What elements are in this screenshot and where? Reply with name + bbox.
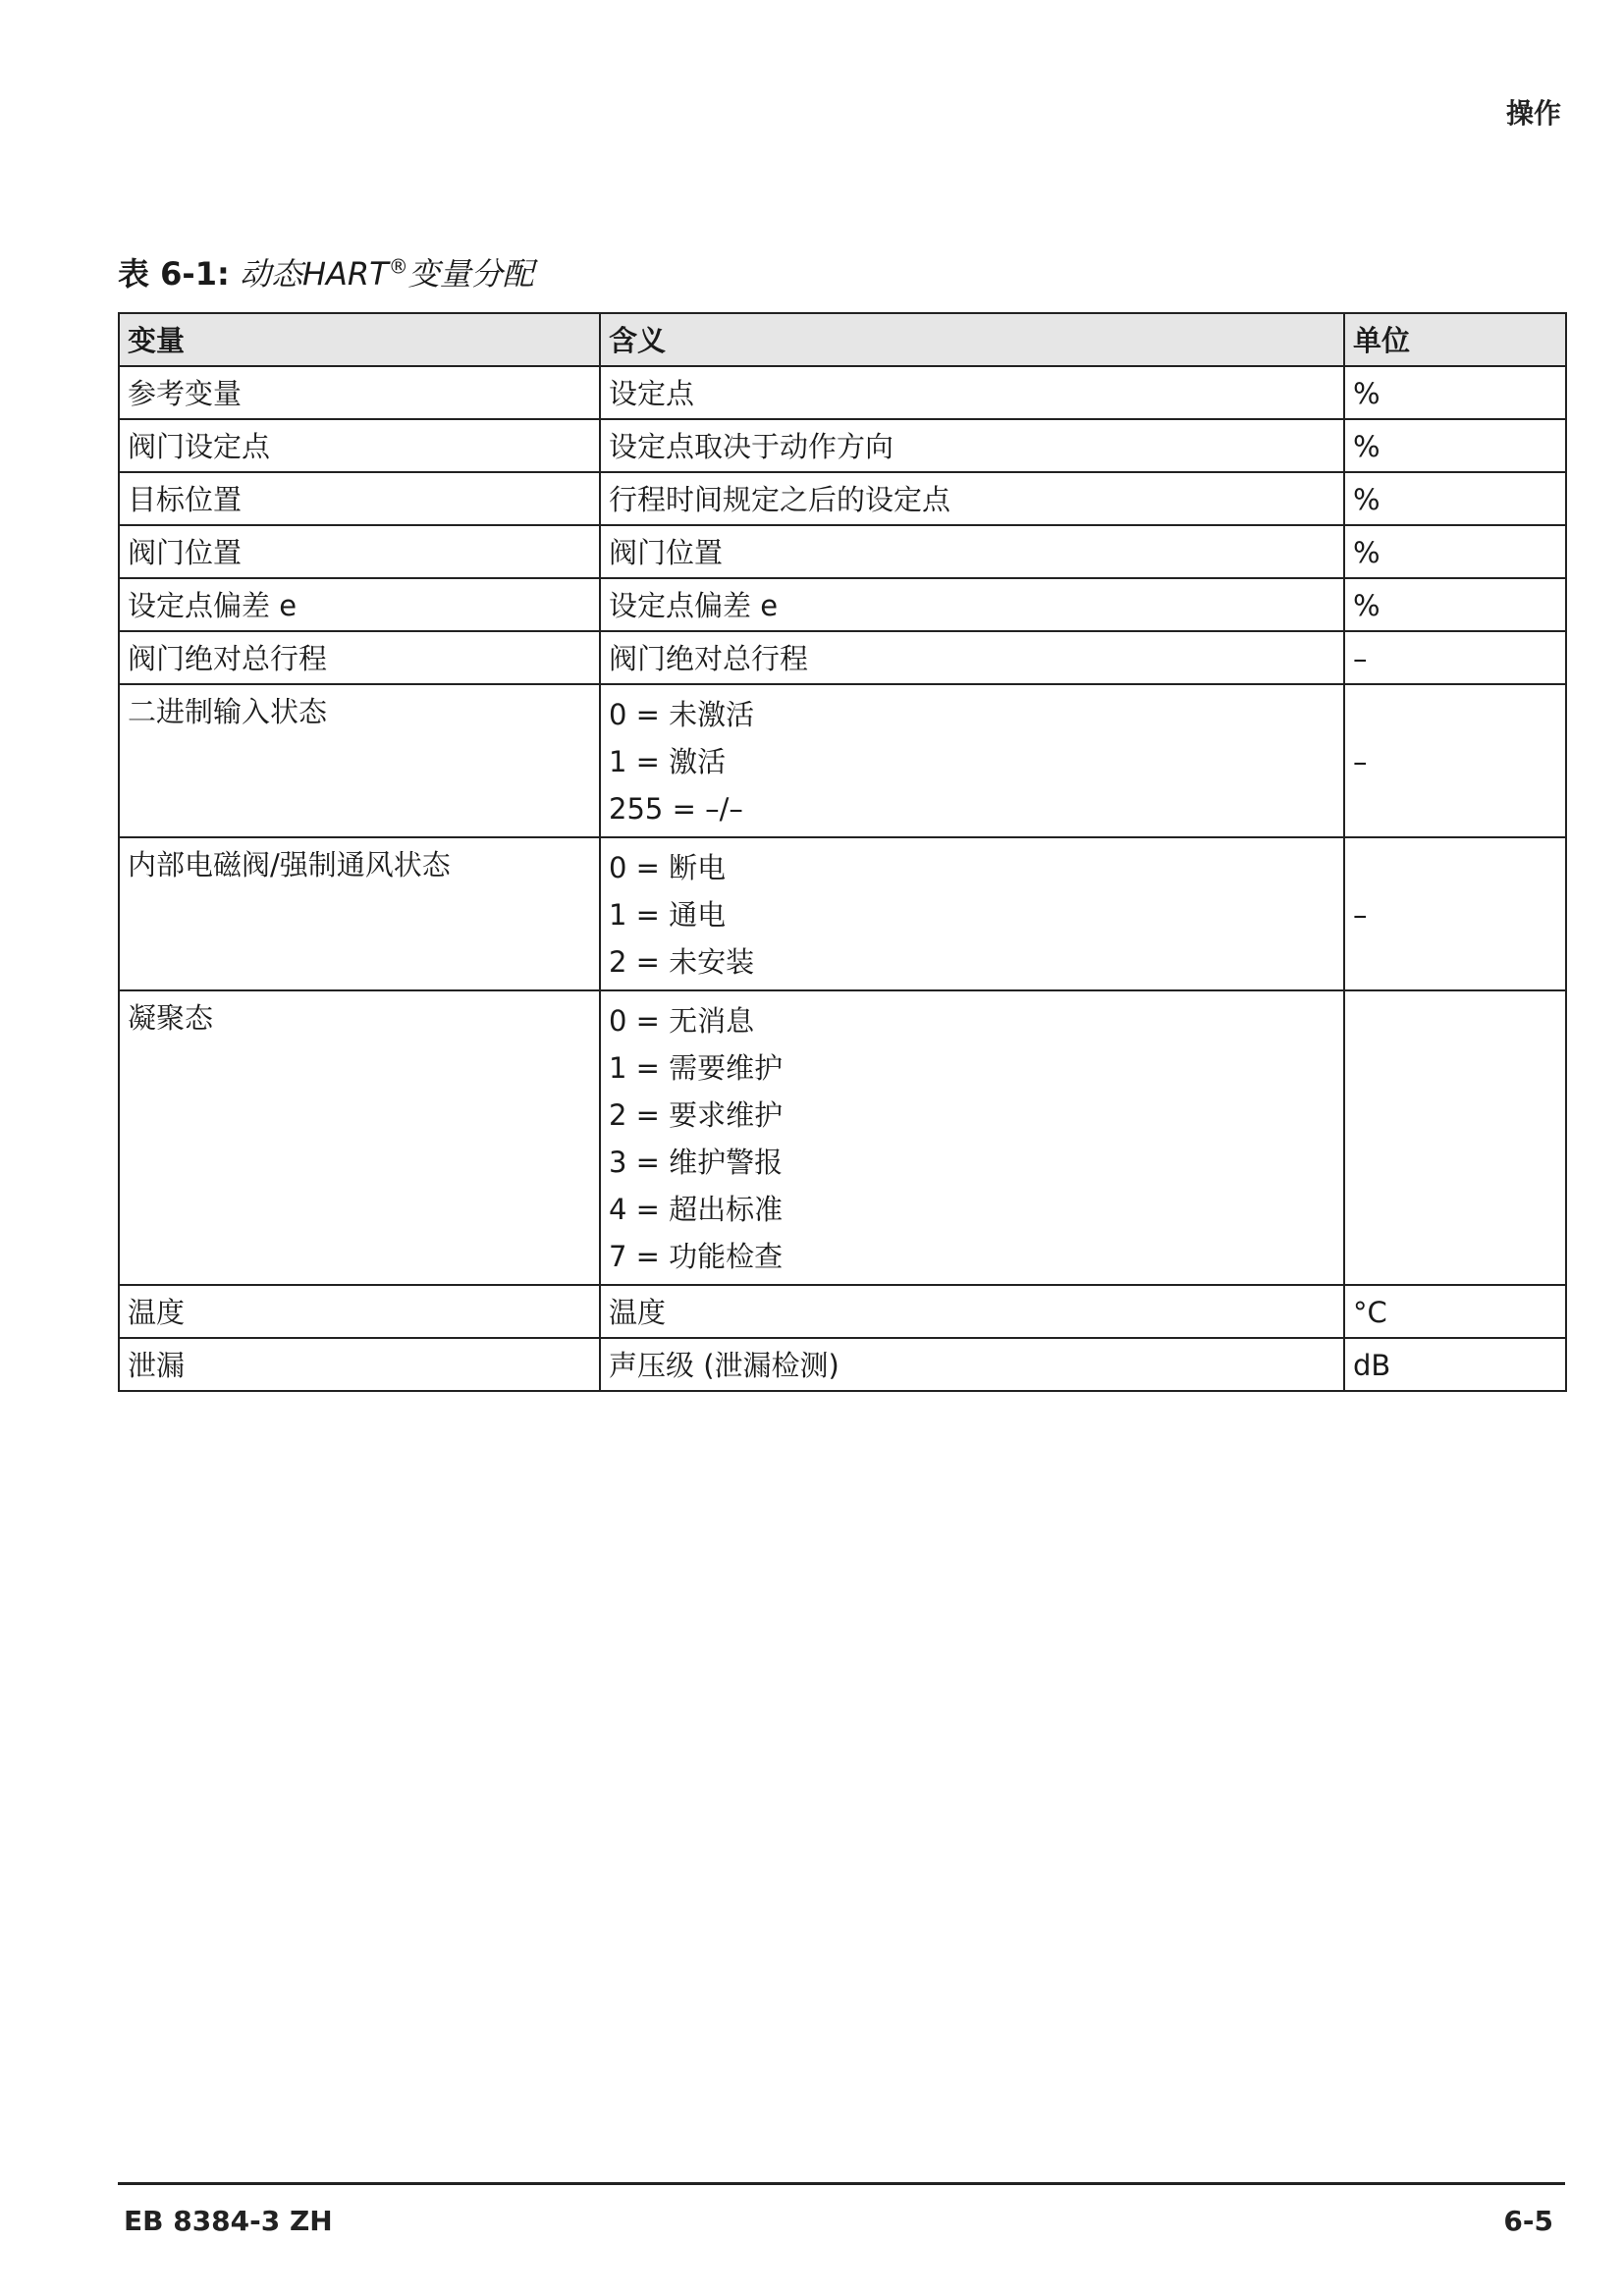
cell-variable: 阀门绝对总行程	[119, 631, 600, 684]
meaning-line: 0 = 断电	[609, 851, 727, 884]
caption-title-tail: 变量分配	[407, 255, 534, 293]
meaning-line: 7 = 功能检查	[609, 1240, 784, 1273]
cell-unit: %	[1344, 525, 1566, 578]
cell-variable: 二进制输入状态	[119, 684, 600, 837]
cell-meaning: 设定点取决于动作方向	[600, 419, 1344, 472]
cell-unit: %	[1344, 419, 1566, 472]
table-body	[119, 366, 1566, 1391]
cell-variable: 阀门位置	[119, 525, 600, 578]
header-variable: 变量	[119, 313, 600, 366]
cell-meaning: 设定点偏差 e	[600, 578, 1344, 631]
meaning-line: 3 = 维护警报	[609, 1146, 784, 1179]
caption-number: 表 6-1:	[118, 255, 230, 293]
cell-unit: –	[1344, 631, 1566, 684]
table-row	[119, 684, 1566, 837]
meaning-line: 1 = 通电	[609, 898, 727, 932]
cell-meaning	[600, 837, 1344, 990]
cell-variable: 泄漏	[119, 1338, 600, 1391]
header-unit: 单位	[1344, 313, 1566, 366]
cell-variable: 目标位置	[119, 472, 600, 525]
cell-unit: –	[1344, 837, 1566, 990]
cell-meaning: 行程时间规定之后的设定点	[600, 472, 1344, 525]
table-row	[119, 578, 1566, 631]
header-meaning: 含义	[600, 313, 1344, 366]
table-row	[119, 525, 1566, 578]
hart-variable-table	[118, 312, 1567, 1392]
cell-variable: 阀门设定点	[119, 419, 600, 472]
meaning-line: 2 = 要求维护	[609, 1098, 784, 1132]
cell-unit: °C	[1344, 1285, 1566, 1338]
cell-variable: 设定点偏差 e	[119, 578, 600, 631]
cell-meaning	[600, 990, 1344, 1285]
meaning-line: 0 = 无消息	[609, 1004, 755, 1038]
meaning-line: 0 = 未激活	[609, 698, 755, 731]
cell-meaning: 声压级 (泄漏检测)	[600, 1338, 1344, 1391]
cell-unit: –	[1344, 684, 1566, 837]
meaning-line: 1 = 激活	[609, 745, 727, 778]
table-row	[119, 366, 1566, 419]
table-caption	[118, 249, 534, 294]
table-row	[119, 1338, 1566, 1391]
footer-page-number: 6-5	[1503, 2205, 1553, 2237]
meaning-line: 255 = –/–	[609, 792, 743, 826]
cell-meaning: 温度	[600, 1285, 1344, 1338]
cell-unit	[1344, 990, 1566, 1285]
cell-unit: %	[1344, 366, 1566, 419]
footer-rule	[118, 2182, 1565, 2185]
table-row	[119, 631, 1566, 684]
caption-title-main: 动态HART	[239, 255, 389, 293]
cell-meaning: 设定点	[600, 366, 1344, 419]
cell-unit: dB	[1344, 1338, 1566, 1391]
table-row	[119, 419, 1566, 472]
cell-meaning	[600, 684, 1344, 837]
table-row	[119, 837, 1566, 990]
caption-title	[240, 255, 534, 293]
table-header-row	[119, 313, 1566, 366]
cell-variable: 凝聚态	[119, 990, 600, 1285]
cell-meaning: 阀门位置	[600, 525, 1344, 578]
section-label: 操作	[1505, 97, 1561, 130]
cell-unit: %	[1344, 472, 1566, 525]
cell-variable: 内部电磁阀/强制通风状态	[119, 837, 600, 990]
table-row	[119, 990, 1566, 1285]
cell-unit: %	[1344, 578, 1566, 631]
footer-doc-id: EB 8384-3 ZH	[124, 2205, 333, 2237]
meaning-line: 4 = 超出标准	[609, 1193, 784, 1226]
table-row	[119, 472, 1566, 525]
cell-variable: 温度	[119, 1285, 600, 1338]
table-row	[119, 1285, 1566, 1338]
cell-variable: 参考变量	[119, 366, 600, 419]
cell-meaning: 阀门绝对总行程	[600, 631, 1344, 684]
registered-mark: ®	[388, 254, 408, 279]
meaning-line: 2 = 未安装	[609, 945, 755, 979]
meaning-line: 1 = 需要维护	[609, 1051, 784, 1085]
